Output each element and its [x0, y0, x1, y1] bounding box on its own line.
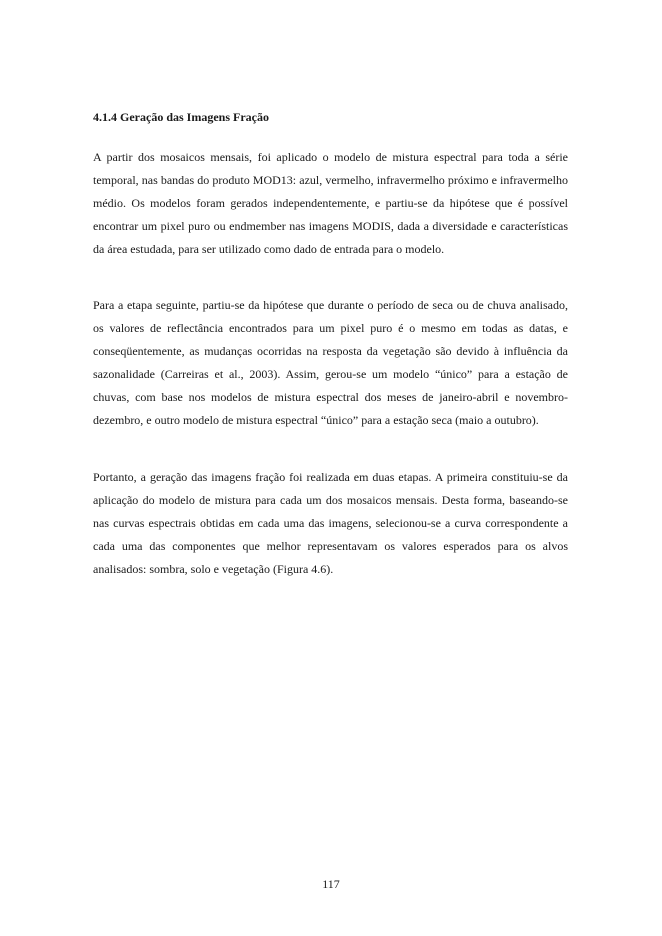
section-heading: 4.1.4 Geração das Imagens Fração — [93, 110, 269, 124]
paragraph-mixture-model: A partir dos mosaicos mensais, foi aplicado o modelo de mistura espectral para toda a série temporal, nas bandas do produto MOD13: azul, vermelho, infravermelho próximo e infravermelho médio. Os modelos foram gerados independentemente, e partiu-se da hipótese que é possível encontrar um pixel puro ou endmember nas imagens MODIS, dada a diversidade e características da área estudada, para ser utilizado como dado de entrada para o modelo. — [93, 150, 568, 256]
paragraph-seasonal-model: Para a etapa seguinte, partiu-se da hipótese que durante o período de seca ou de chuva analisado, os valores de reflectância encontrados para um pixel puro é o mesmo em todas as datas, e conseqüentemente, as mudanças ocorridas na resposta da vegetação são devido à influência da sazonalidade (Carreiras et al., 2003). Assim, gerou-se um modelo “único” para a estação de chuvas, com base nos modelos de mistura espectral dos meses de janeiro-abril e novembro-dezembro, e outro modelo de mistura espectral “único” para a estação seca (maio a outubro). — [93, 298, 568, 427]
page-number: 117 — [322, 877, 340, 891]
paragraph-fraction-generation: Portanto, a geração das imagens fração foi realizada em duas etapas. A primeira constituiu-se da aplicação do modelo de mistura para cada um dos mosaicos mensais. Desta forma, baseando-se nas curvas espectrais obtidas em cada uma das imagens, selecionou-se a curva correspondente a cada uma das componentes que melhor representavam os valores esperados para os alvos analisados: sombra, solo e vegetação (Figura 4.6). — [93, 470, 568, 576]
